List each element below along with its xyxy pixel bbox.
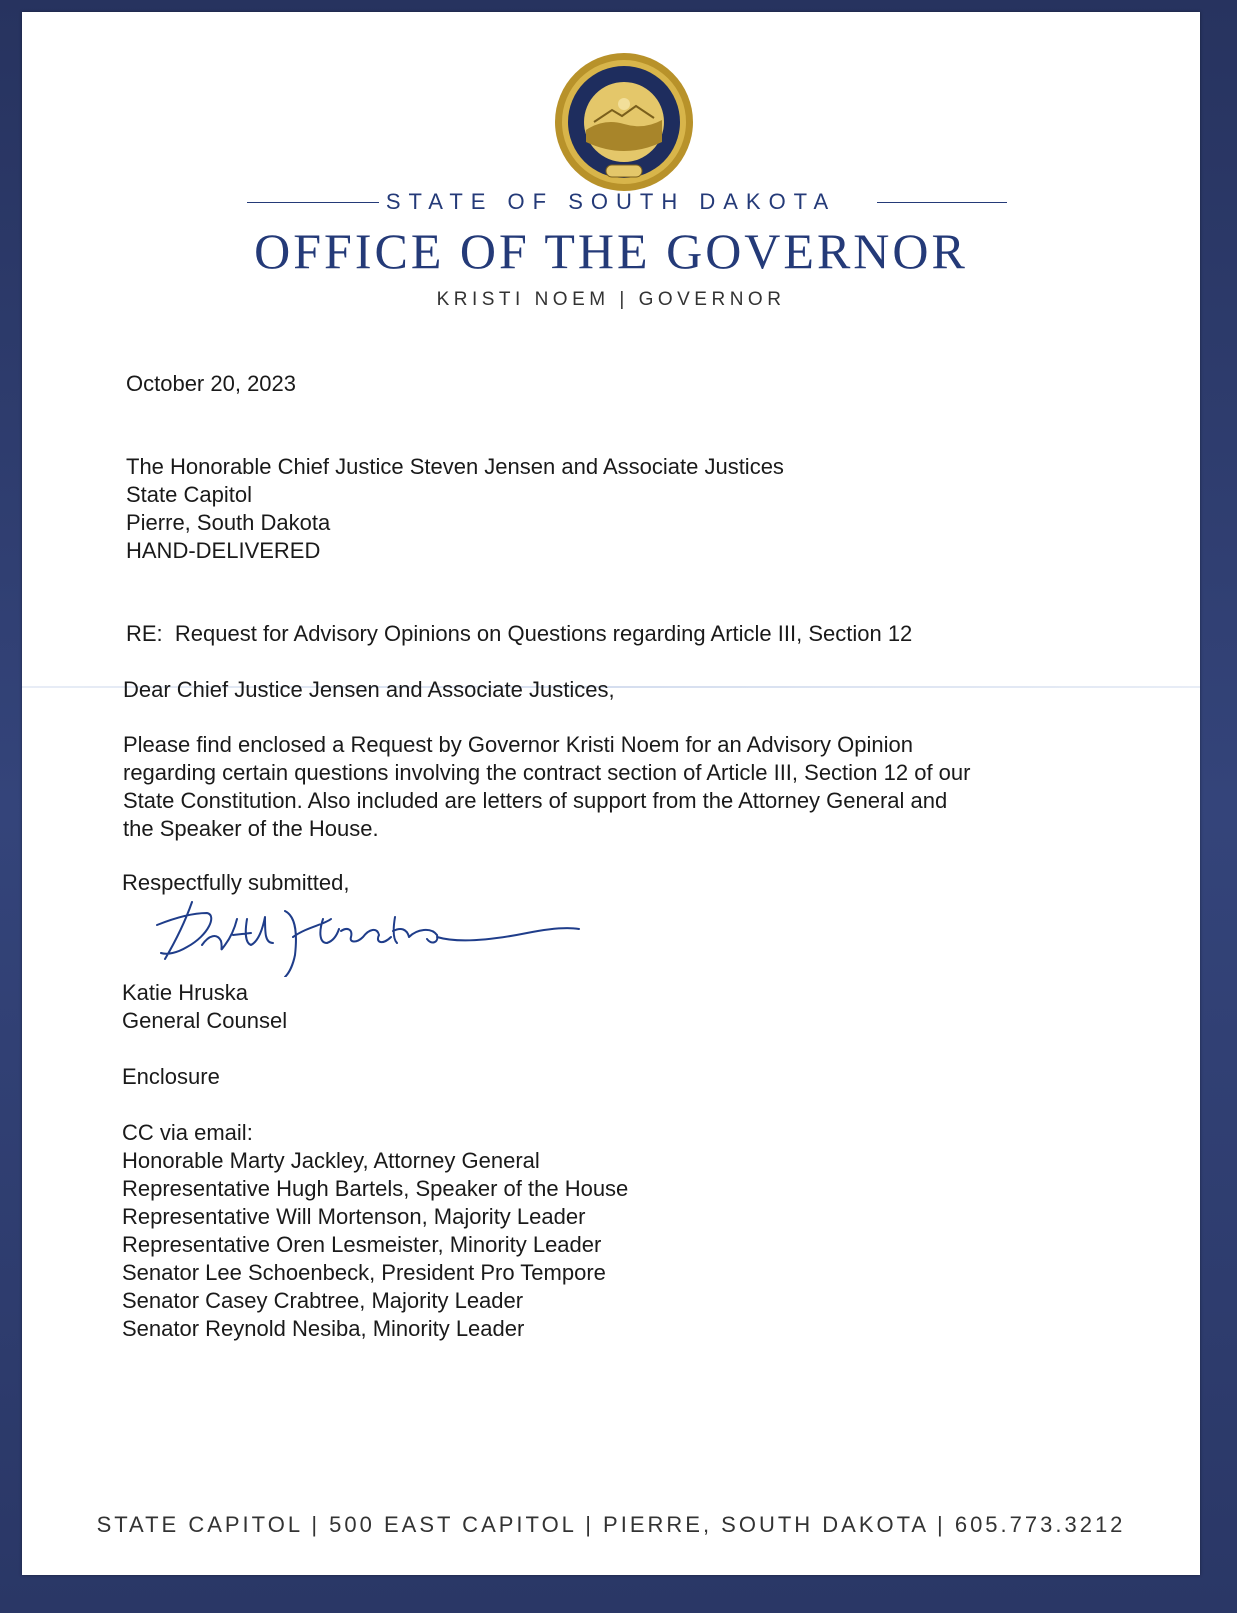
subject-line: RE: Request for Advisory Opinions on Questions regarding Article III, Section 12 [126,621,913,646]
letter-page [22,12,1200,1575]
state-seal-icon [554,52,694,192]
enclosure-note: Enclosure [122,1064,220,1089]
recipient-line: The Honorable Chief Justice Steven Jensen and Associate Justices [126,454,784,479]
cc-block [122,1119,628,1343]
signer-title: General Counsel [122,1008,288,1033]
body-line: State Constitution. Also included are letters of support from the Attorney General and [123,788,948,813]
letterhead-state: STATE OF SOUTH DAKOTA [385,189,837,214]
signer-name: Katie Hruska [122,980,248,1005]
body-line: the Speaker of the House. [123,816,379,841]
recipient-line: State Capitol [126,482,252,507]
cc-recipient: Representative Oren Lesmeister, Minority Leader [122,1232,602,1257]
body-paragraph [123,731,970,843]
signer-block [122,979,287,1035]
letterhead-governor: KRISTI NOEM | GOVERNOR [436,289,786,310]
letter-date: October 20, 2023 [126,371,297,396]
cc-recipient: Senator Lee Schoenbeck, President Pro Tempore [122,1260,606,1285]
header-rule-right [877,202,1007,203]
letterhead-office: OFFICE OF THE GOVERNOR [254,223,968,279]
handwritten-signature [147,897,587,977]
cc-recipient: Representative Will Mortenson, Majority Leader [122,1204,586,1229]
salutation: Dear Chief Justice Jensen and Associate Justices, [123,677,615,702]
cc-heading: CC via email: [122,1120,253,1145]
cc-recipient: Senator Casey Crabtree, Majority Leader [122,1288,524,1313]
closing: Respectfully submitted, [122,870,350,895]
cc-recipient: Representative Hugh Bartels, Speaker of the House [122,1176,629,1201]
cc-recipient: Honorable Marty Jackley, Attorney General [122,1148,540,1173]
body-line: regarding certain questions involving the contract section of Article III, Section 12 of our [123,760,971,785]
recipient-line: HAND-DELIVERED [126,538,321,563]
recipient-block [126,453,784,565]
recipient-line: Pierre, South Dakota [126,510,331,535]
body-line: Please find enclosed a Request by Governor Kristi Noem for an Advisory Opinion [123,732,913,757]
letterhead-footer: STATE CAPITOL | 500 EAST CAPITOL | PIERRE, SOUTH DAKOTA | 605.773.3212 [96,1512,1126,1537]
cc-recipient: Senator Reynold Nesiba, Minority Leader [122,1316,525,1341]
